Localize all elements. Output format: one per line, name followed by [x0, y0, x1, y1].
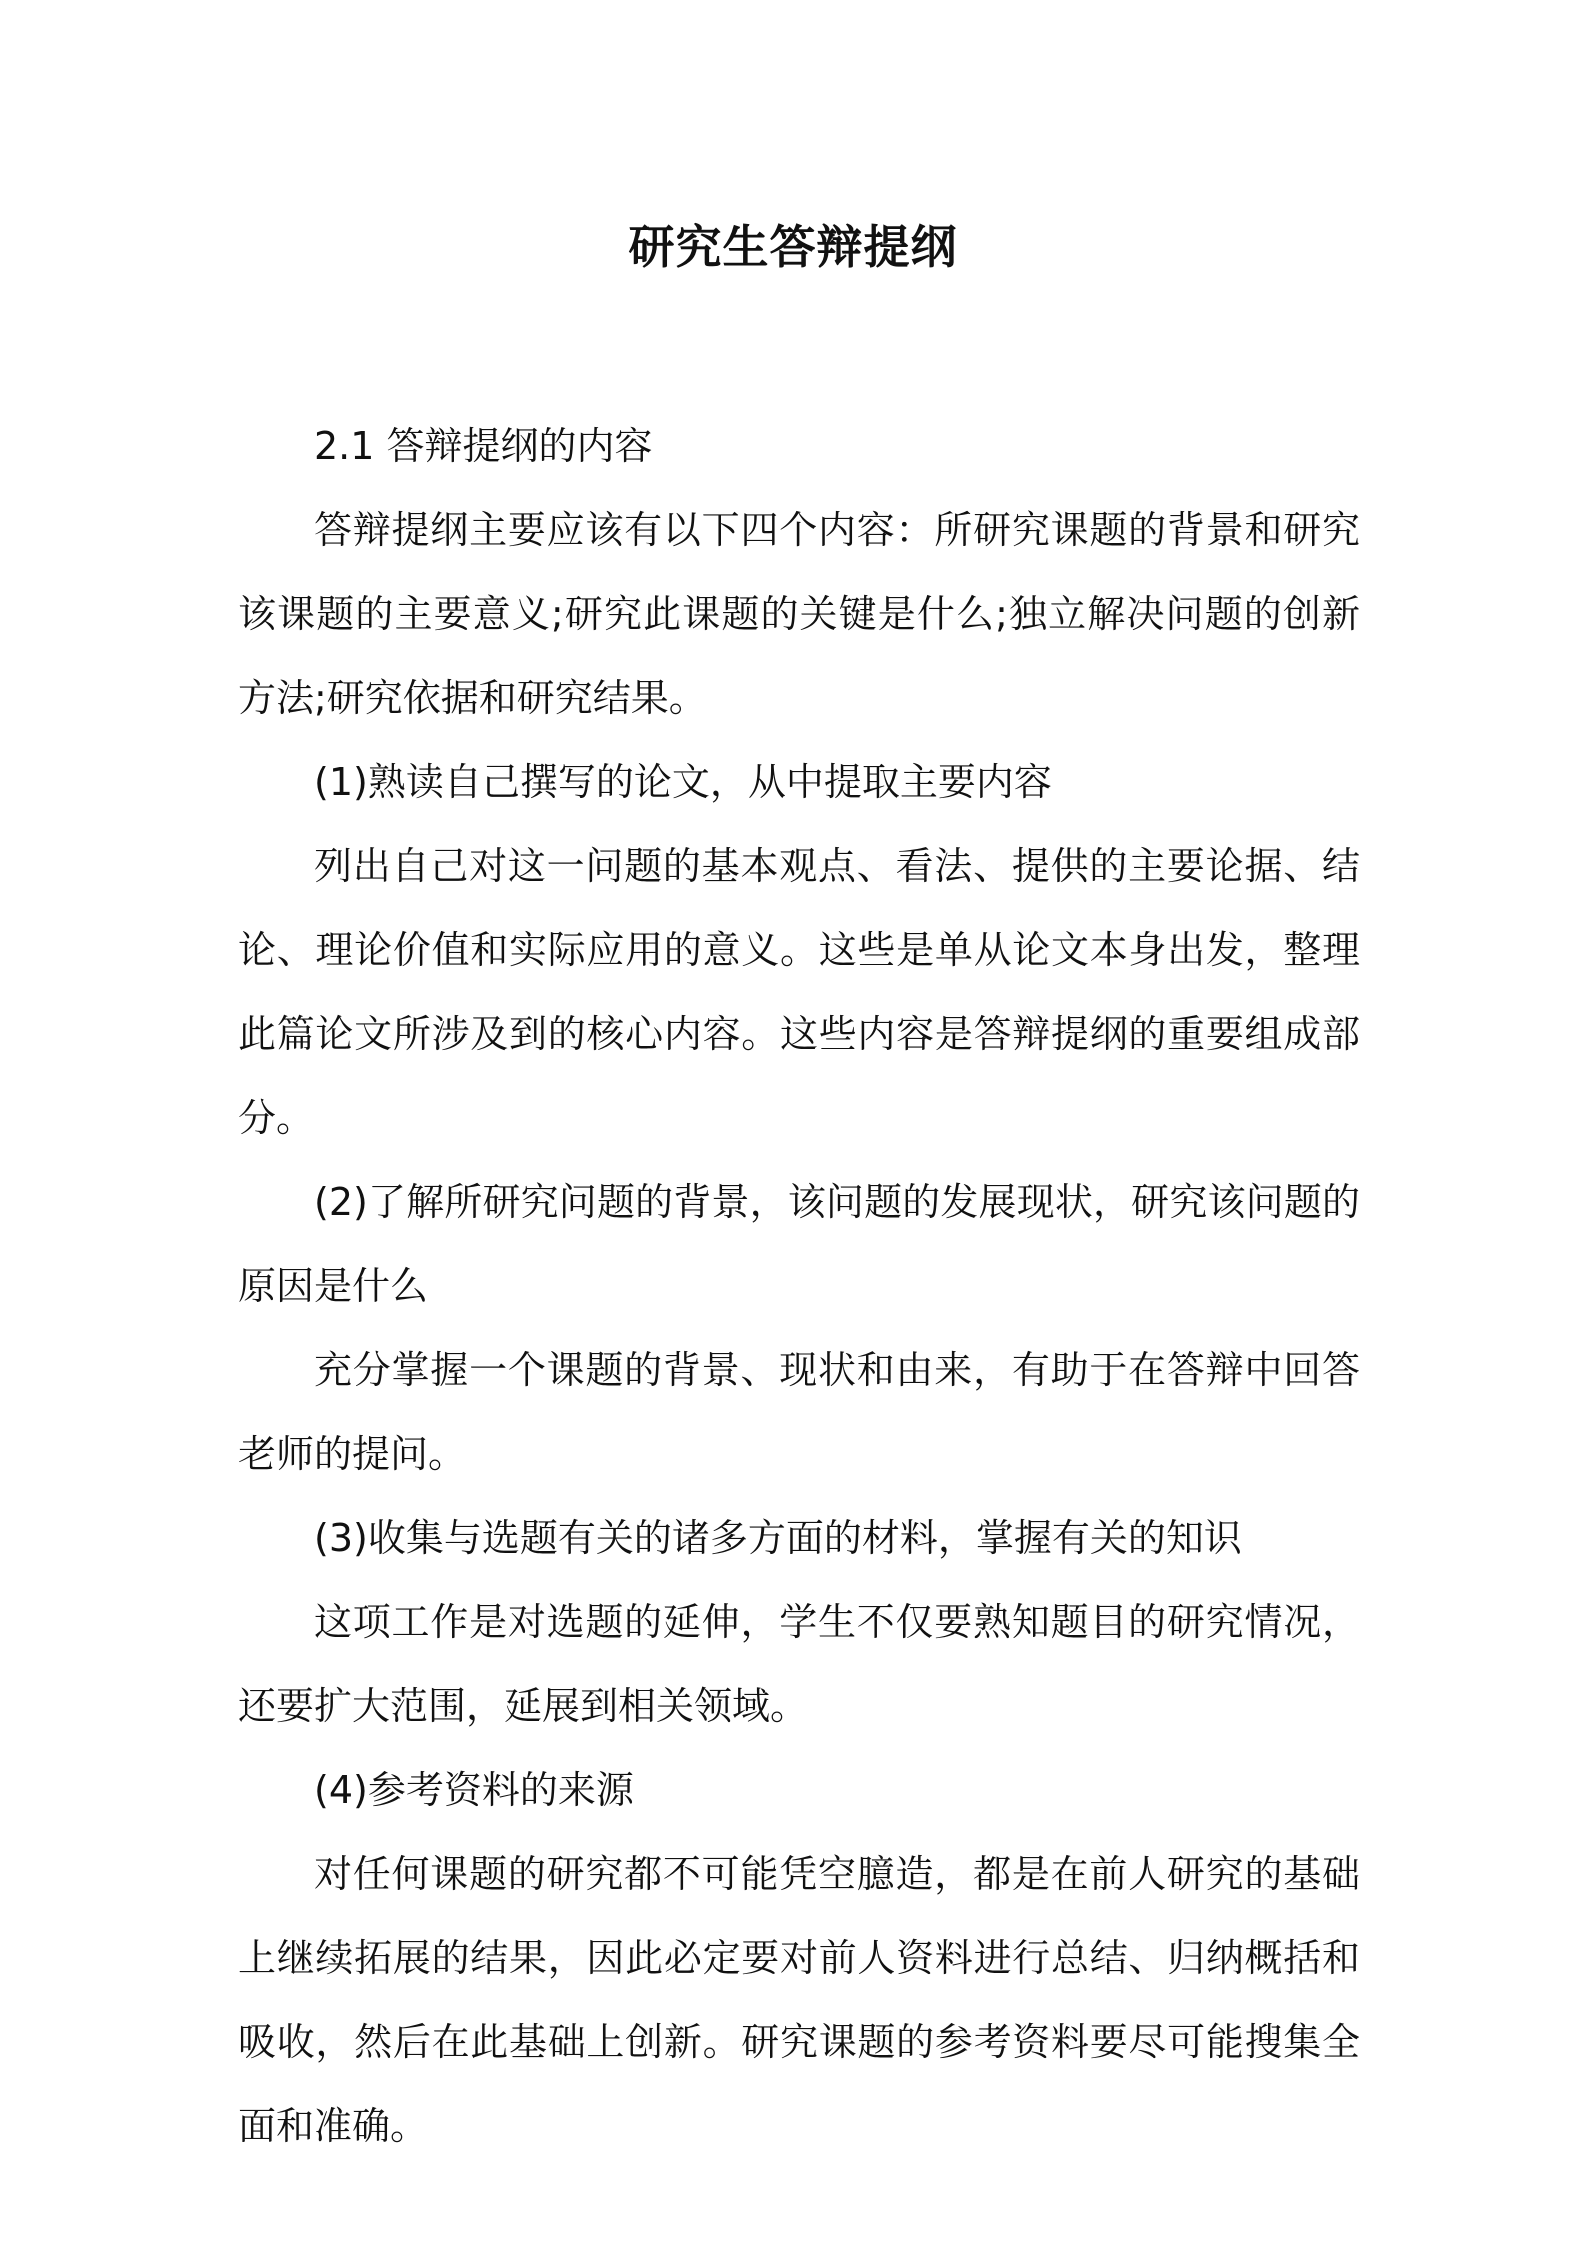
paragraph-item-3: 这项工作是对选题的延伸，学生不仅要熟知题目的研究情况，还要扩大范围，延展到相关领域。 — [238, 1600, 1360, 1728]
paragraph-item-1: 列出自己对这一问题的基本观点、看法、提供的主要论据、结论、理论价值和实际应用的意义。这些是单从论文本身出发，整理此篇论文所涉及到的核心内容。这些内容是答辩提纲的重要组成部分。 — [238, 844, 1360, 1140]
document-body — [238, 404, 1360, 2168]
item-heading-3: (3)收集与选题有关的诸多方面的材料，掌握有关的知识 — [314, 1516, 1242, 1560]
section-heading-2-1: 2.1 答辩提纲的内容 — [314, 424, 653, 468]
item-heading-1: (1)熟读自己撰写的论文，从中提取主要内容 — [314, 760, 1052, 804]
paragraph-item-2: 充分掌握一个课题的背景、现状和由来，有助于在答辩中回答老师的提问。 — [238, 1348, 1360, 1476]
item-heading-4: (4)参考资料的来源 — [314, 1768, 634, 1812]
paragraph-intro: 答辩提纲主要应该有以下四个内容：所研究课题的背景和研究该课题的主要意义;研究此课题的关键是什么;独立解决问题的创新方法;研究依据和研究结果。 — [238, 508, 1360, 720]
paragraph-item-4: 对任何课题的研究都不可能凭空臆造，都是在前人研究的基础上继续拓展的结果，因此必定要对前人资料进行总结、归纳概括和吸收，然后在此基础上创新。研究课题的参考资料要尽可能搜集全面和准确。 — [238, 1852, 1360, 2148]
document-title: 研究生答辩提纲 — [628, 220, 958, 274]
item-heading-2: (2)了解所研究问题的背景，该问题的发展现状，研究该问题的原因是什么 — [238, 1180, 1360, 1308]
